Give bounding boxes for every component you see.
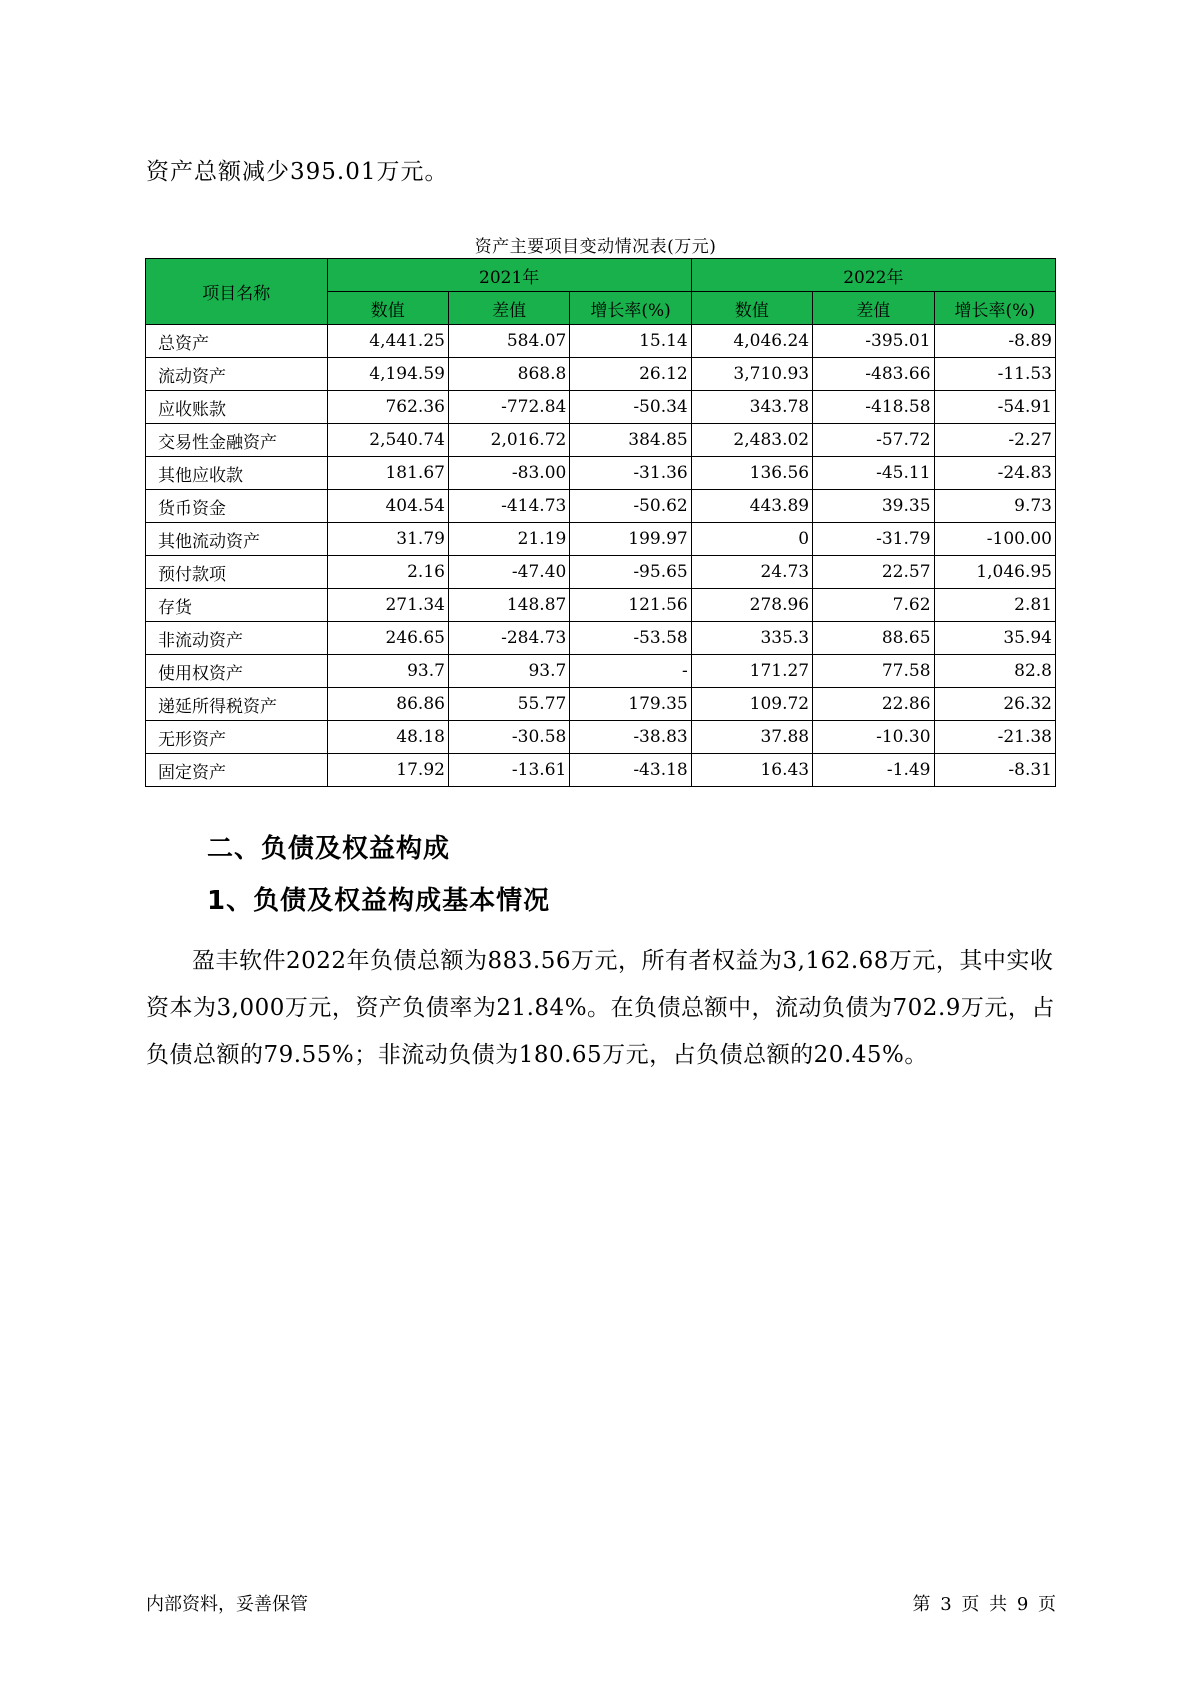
table-header	[146, 259, 1056, 325]
table-row	[146, 655, 1056, 688]
table-row	[146, 721, 1056, 754]
table-body	[146, 325, 1056, 787]
cell-diff-2022: -483.66	[813, 358, 934, 391]
cell-growth-2022: 1,046.95	[934, 556, 1055, 589]
cell-diff-2022: -418.58	[813, 391, 934, 424]
cell-growth-2021: -53.58	[570, 622, 691, 655]
cell-diff-2021: 584.07	[448, 325, 569, 358]
cell-diff-2021: -284.73	[448, 622, 569, 655]
cell-growth-2022: -8.89	[934, 325, 1055, 358]
cell-item-name: 货币资金	[146, 490, 328, 523]
cell-growth-2021: 26.12	[570, 358, 691, 391]
cell-item-name: 使用权资产	[146, 655, 328, 688]
cell-diff-2022: -31.79	[813, 523, 934, 556]
cell-value-2022: 16.43	[691, 754, 812, 787]
table-row	[146, 556, 1056, 589]
cell-value-2021: 2.16	[327, 556, 448, 589]
header-growth-2022: 增长率(%)	[934, 292, 1055, 325]
body-paragraph: 盈丰软件2022年负债总额为883.56万元，所有者权益为3,162.68万元，其中实收资本为3,000万元，资产负债率为21.84%。在负债总额中，流动负债为702.9万元，占负债总额的79.55%；非流动负债为180.65万元，占负债总额的20.45%。	[146, 948, 1055, 1068]
cell-growth-2021: 15.14	[570, 325, 691, 358]
cell-item-name: 流动资产	[146, 358, 328, 391]
cell-diff-2022: -45.11	[813, 457, 934, 490]
cell-value-2021: 93.7	[327, 655, 448, 688]
footer-page-number: 第 3 页 共 9 页	[912, 1594, 1056, 1615]
cell-diff-2022: -395.01	[813, 325, 934, 358]
cell-item-name: 存货	[146, 589, 328, 622]
cell-value-2021: 86.86	[327, 688, 448, 721]
cell-item-name: 递延所得税资产	[146, 688, 328, 721]
cell-value-2022: 24.73	[691, 556, 812, 589]
cell-growth-2021: 121.56	[570, 589, 691, 622]
cell-diff-2021: -83.00	[448, 457, 569, 490]
cell-growth-2022: 2.81	[934, 589, 1055, 622]
cell-growth-2022: -24.83	[934, 457, 1055, 490]
header-growth-2021: 增长率(%)	[570, 292, 691, 325]
cell-growth-2021: 179.35	[570, 688, 691, 721]
cell-growth-2022: -21.38	[934, 721, 1055, 754]
cell-value-2022: 136.56	[691, 457, 812, 490]
cell-growth-2022: -2.27	[934, 424, 1055, 457]
cell-item-name: 预付款项	[146, 556, 328, 589]
header-item-name: 项目名称	[146, 259, 328, 325]
table-row	[146, 754, 1056, 787]
cell-value-2022: 37.88	[691, 721, 812, 754]
cell-growth-2021: -31.36	[570, 457, 691, 490]
table-row	[146, 457, 1056, 490]
table-row	[146, 589, 1056, 622]
table-caption: 资产主要项目变动情况表(万元)	[474, 237, 717, 257]
cell-diff-2021: -13.61	[448, 754, 569, 787]
cell-value-2022: 343.78	[691, 391, 812, 424]
cell-growth-2022: -11.53	[934, 358, 1055, 391]
table-row	[146, 688, 1056, 721]
cell-diff-2021: -30.58	[448, 721, 569, 754]
cell-value-2021: 271.34	[327, 589, 448, 622]
cell-value-2021: 181.67	[327, 457, 448, 490]
cell-diff-2021: 148.87	[448, 589, 569, 622]
table-row	[146, 391, 1056, 424]
cell-diff-2022: -1.49	[813, 754, 934, 787]
cell-growth-2021: 384.85	[570, 424, 691, 457]
cell-value-2022: 4,046.24	[691, 325, 812, 358]
asset-change-table	[145, 258, 1056, 787]
intro-text: 资产总额减少395.01万元。	[146, 159, 449, 185]
table-row	[146, 622, 1056, 655]
header-diff-2021: 差值	[448, 292, 569, 325]
table-row	[146, 325, 1056, 358]
cell-growth-2022: -100.00	[934, 523, 1055, 556]
cell-value-2022: 0	[691, 523, 812, 556]
cell-diff-2022: -57.72	[813, 424, 934, 457]
cell-growth-2021: -	[570, 655, 691, 688]
cell-value-2021: 17.92	[327, 754, 448, 787]
cell-diff-2021: 868.8	[448, 358, 569, 391]
cell-growth-2021: -50.34	[570, 391, 691, 424]
cell-value-2022: 278.96	[691, 589, 812, 622]
cell-growth-2022: -8.31	[934, 754, 1055, 787]
cell-diff-2022: -10.30	[813, 721, 934, 754]
cell-growth-2021: -43.18	[570, 754, 691, 787]
cell-value-2022: 3,710.93	[691, 358, 812, 391]
cell-item-name: 固定资产	[146, 754, 328, 787]
header-year-2022: 2022年	[691, 259, 1055, 292]
cell-growth-2021: -50.62	[570, 490, 691, 523]
cell-item-name: 总资产	[146, 325, 328, 358]
header-value-2021: 数值	[327, 292, 448, 325]
cell-value-2022: 171.27	[691, 655, 812, 688]
cell-value-2022: 443.89	[691, 490, 812, 523]
cell-diff-2021: 93.7	[448, 655, 569, 688]
cell-diff-2022: 77.58	[813, 655, 934, 688]
cell-diff-2021: -414.73	[448, 490, 569, 523]
cell-diff-2022: 22.57	[813, 556, 934, 589]
cell-item-name: 应收账款	[146, 391, 328, 424]
cell-value-2021: 2,540.74	[327, 424, 448, 457]
table-row	[146, 424, 1056, 457]
cell-item-name: 无形资产	[146, 721, 328, 754]
cell-value-2022: 109.72	[691, 688, 812, 721]
cell-value-2021: 48.18	[327, 721, 448, 754]
cell-value-2022: 335.3	[691, 622, 812, 655]
cell-diff-2021: 55.77	[448, 688, 569, 721]
cell-diff-2022: 7.62	[813, 589, 934, 622]
cell-growth-2022: 26.32	[934, 688, 1055, 721]
cell-growth-2021: -95.65	[570, 556, 691, 589]
cell-diff-2021: 21.19	[448, 523, 569, 556]
cell-diff-2021: 2,016.72	[448, 424, 569, 457]
cell-diff-2021: -47.40	[448, 556, 569, 589]
cell-value-2021: 4,194.59	[327, 358, 448, 391]
cell-value-2021: 246.65	[327, 622, 448, 655]
footer-confidential-note: 内部资料，妥善保管	[146, 1594, 308, 1615]
cell-value-2021: 4,441.25	[327, 325, 448, 358]
section-heading: 二、负债及权益构成	[207, 834, 451, 864]
table-row	[146, 358, 1056, 391]
header-value-2022: 数值	[691, 292, 812, 325]
cell-diff-2022: 22.86	[813, 688, 934, 721]
cell-growth-2022: 35.94	[934, 622, 1055, 655]
table-row	[146, 490, 1056, 523]
cell-growth-2022: -54.91	[934, 391, 1055, 424]
subsection-heading: 1、负债及权益构成基本情况	[207, 886, 551, 916]
header-diff-2022: 差值	[813, 292, 934, 325]
cell-diff-2021: -772.84	[448, 391, 569, 424]
cell-growth-2021: 199.97	[570, 523, 691, 556]
header-year-2021: 2021年	[327, 259, 691, 292]
cell-item-name: 交易性金融资产	[146, 424, 328, 457]
cell-item-name: 其他应收款	[146, 457, 328, 490]
cell-value-2022: 2,483.02	[691, 424, 812, 457]
table-row	[146, 523, 1056, 556]
cell-value-2021: 404.54	[327, 490, 448, 523]
cell-item-name: 其他流动资产	[146, 523, 328, 556]
cell-growth-2021: -38.83	[570, 721, 691, 754]
cell-item-name: 非流动资产	[146, 622, 328, 655]
cell-diff-2022: 88.65	[813, 622, 934, 655]
cell-value-2021: 762.36	[327, 391, 448, 424]
cell-growth-2022: 9.73	[934, 490, 1055, 523]
cell-diff-2022: 39.35	[813, 490, 934, 523]
cell-growth-2022: 82.8	[934, 655, 1055, 688]
cell-value-2021: 31.79	[327, 523, 448, 556]
